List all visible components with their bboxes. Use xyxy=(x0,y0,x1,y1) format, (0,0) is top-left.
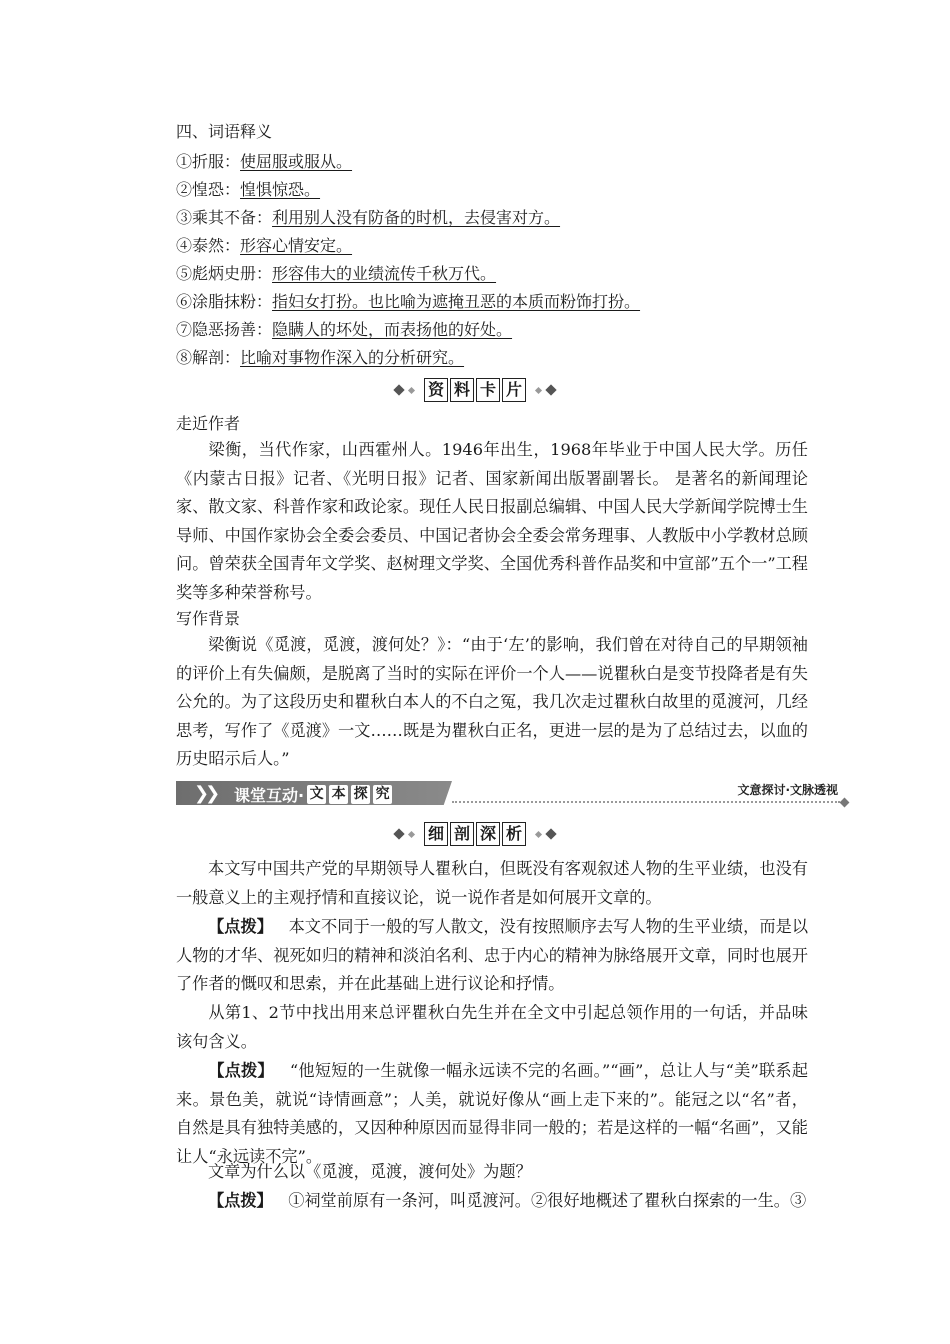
banner-char: 探 xyxy=(351,785,370,804)
item-definition: 隐瞒人的坏处，而表扬他的好处。 xyxy=(272,320,513,339)
item-term: 涂脂抹粉： xyxy=(192,292,273,311)
answer-3 xyxy=(176,1187,808,1216)
question-2 xyxy=(176,999,808,1056)
item-number: ② xyxy=(176,180,193,199)
background-heading: 写作背景 xyxy=(176,609,241,628)
glossary-heading: 四、词语释义 xyxy=(176,122,273,141)
glossary-item xyxy=(176,348,464,368)
hint-tag: 【点拨】 xyxy=(208,1061,274,1080)
author-heading: 走近作者 xyxy=(176,414,241,433)
item-definition: 惶惧惊恐。 xyxy=(240,180,321,199)
diamond-icon xyxy=(408,386,415,393)
answer-text: “他短短的一生就像一幅永远读不完的名画。”“画”，总让人与“美”联系起来。景色美，就说“诗情画意”；人美，就说好像从“画上走下来的”。能冠之以“名”者，自然是具有独特美感的，又因种种原因而显得非同一般的；若是这样的一幅“名画”，又能让人“永远读不完”。 xyxy=(176,1061,809,1166)
background-paragraph xyxy=(176,631,808,774)
item-definition: 指妇女打扮。也比喻为遮掩丑恶的本质而粉饰打扮。 xyxy=(272,292,641,311)
diamond-icon xyxy=(545,384,556,395)
item-number: ③ xyxy=(176,208,193,227)
diamond-icon xyxy=(393,384,404,395)
banner-char: 文 xyxy=(307,785,326,804)
answer-text: 本文不同于一般的写人散文，没有按照顺序去写人物的生平业绩，而是以人物的才华、视死如归的精神和淡泊名利、忠于内心的精神为脉络展开文章，同时也展开了作者的慨叹和思索，并在此基础上进行议论和抒情。 xyxy=(176,917,809,994)
author-text: 梁衡，当代作家，山西霍州人。1946年出生，1968年毕业于中国人民大学。历任《内蒙古日报》记者、《光明日报》记者、国家新闻出版署副署长。 是著名的新闻理论家、散文家、科普作家和政论家。现任人民日报副总编辑、中国人民大学新闻学院博士生导师、中国作家协会全委会委员、中国记者协会全委会常务理事、人教版中小学教材总顾问。曾荣获全国青年文学奖、赵树理文学奖、全国优秀科普作品奖和中宣部”五个一”工程奖等多种荣誉称号。 xyxy=(176,440,808,602)
glossary-item xyxy=(176,264,496,284)
glossary-item xyxy=(176,236,352,256)
question-3 xyxy=(176,1158,808,1187)
diamond-icon xyxy=(535,830,542,837)
banner-char: 本 xyxy=(329,785,348,804)
banner-right-label: 文意探讨·文脉透视 xyxy=(737,783,838,797)
question-1 xyxy=(176,855,808,912)
title-char: 深 xyxy=(476,822,500,846)
glossary-item xyxy=(176,320,512,340)
diamond-icon xyxy=(393,828,404,839)
item-definition: 利用别人没有防备的时机，去侵害对方。 xyxy=(272,208,561,227)
question-text: 文章为什么以《觅渡，觅渡，渡何处》为题？ xyxy=(208,1162,532,1181)
dotted-divider xyxy=(452,801,840,803)
title-char: 剖 xyxy=(450,822,474,846)
item-term: 解剖： xyxy=(192,348,241,367)
banner-label xyxy=(234,783,392,806)
title-char: 片 xyxy=(502,378,526,402)
item-term: 隐恶扬善： xyxy=(192,320,273,339)
answer-2 xyxy=(176,1057,808,1171)
item-term: 惶恐： xyxy=(192,180,241,199)
diamond-icon xyxy=(408,830,415,837)
item-term: 乘其不备： xyxy=(192,208,273,227)
glossary-item xyxy=(176,208,560,228)
item-number: ⑤ xyxy=(176,264,193,283)
item-number: ① xyxy=(176,152,193,171)
item-term: 彪炳史册： xyxy=(192,264,273,283)
item-definition: 形容心情安定。 xyxy=(240,236,353,255)
item-definition: 比喻对事物作深入的分析研究。 xyxy=(240,348,465,367)
item-number: ⑥ xyxy=(176,292,193,311)
title-char: 料 xyxy=(450,378,474,402)
title-char: 资 xyxy=(424,378,448,402)
answer-text: ①祠堂前原有一条河，叫觅渡河。②很好地概述了瞿秋白探索的一生。③ xyxy=(288,1191,807,1210)
banner-char: 究 xyxy=(373,785,392,804)
diamond-icon xyxy=(545,828,556,839)
question-text: 本文写中国共产党的早期领导人瞿秋白，但既没有客观叙述人物的生平业绩，也没有一般意义上的主观抒情和直接议论，说一说作者是如何展开文章的。 xyxy=(176,859,808,907)
diamond-icon xyxy=(535,386,542,393)
item-number: ⑦ xyxy=(176,320,193,339)
diamond-icon xyxy=(840,798,850,808)
glossary-item xyxy=(176,292,640,312)
author-paragraph xyxy=(176,436,808,608)
title-char: 卡 xyxy=(476,378,500,402)
item-definition: 使屈服或服从。 xyxy=(240,152,353,171)
background-text: 梁衡说《觅渡，觅渡，渡何处？》：“由于‘左’的影响，我们曾在对待自己的早期领袖的评价上有失偏颇，是脱离了当时的实际在评价一个人——说瞿秋白是变节投降者是有失公允的。为了这段历史和瞿秋白本人的不白之冤，我几次走过瞿秋白故里的觅渡河，几经思考，写作了《觅渡》一文……既是为瞿秋白正名，更进一层的是为了总结过去，以血的历史昭示后人。” xyxy=(176,635,808,769)
answer-1 xyxy=(176,913,808,999)
section-title-analysis xyxy=(0,822,950,850)
item-term: 折服： xyxy=(192,152,241,171)
double-chevron-icon: ❯❯ xyxy=(194,783,217,804)
hint-tag: 【点拨】 xyxy=(208,1191,273,1210)
item-term: 泰然： xyxy=(192,236,241,255)
hint-tag: 【点拨】 xyxy=(208,917,273,936)
question-text: 从第1、2节中找出用来总评瞿秋白先生并在全文中引起总领作用的一句话，并品味该句含义。 xyxy=(176,1003,808,1051)
item-number: ⑧ xyxy=(176,348,193,367)
banner-prefix: 课堂互动· xyxy=(234,786,305,805)
item-definition: 形容伟大的业绩流传千秋万代。 xyxy=(272,264,497,283)
glossary-item xyxy=(176,152,352,172)
item-number: ④ xyxy=(176,236,193,255)
title-char: 析 xyxy=(502,822,526,846)
section-title-material-card xyxy=(0,378,950,406)
glossary-item xyxy=(176,180,320,200)
section-banner xyxy=(176,779,848,807)
title-char: 细 xyxy=(424,822,448,846)
